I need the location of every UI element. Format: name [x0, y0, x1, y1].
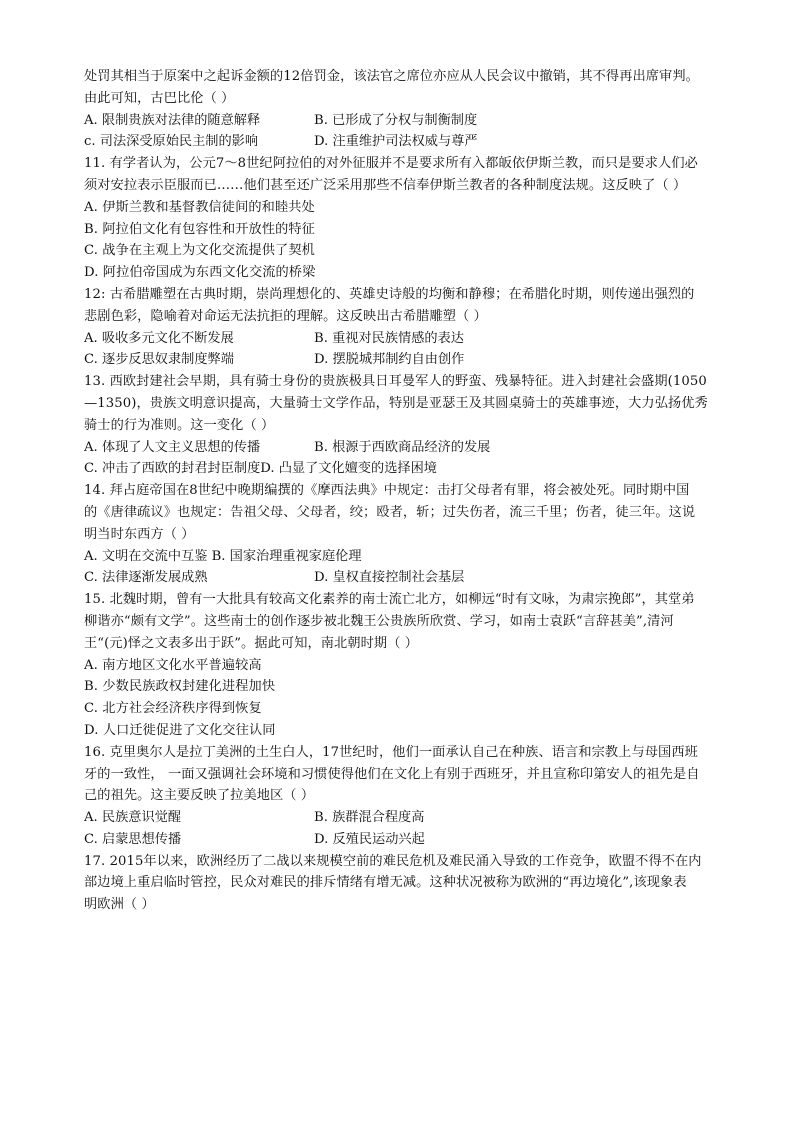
- question-15-text-line-3: 王“(元)怿之文表多出于跃”。据此可知，南北朝时期（ ）: [84, 635, 419, 651]
- question-10-options-row-1: [84, 110, 724, 132]
- option-c: C. 战争在主观上为文化交流提供了契机: [84, 243, 315, 259]
- question-15-text-line-2: 柳谐亦“颇有文学”。这些南士的创作逐步被北魏王公贵族所欣赏、学习，如南士袁跃“言辞甚美”,清河: [84, 613, 674, 629]
- question-16-options-row-2: [84, 829, 724, 851]
- question-14-text-line-1: 14. 拜占庭帝国在8世纪中晚期编撰的《摩西法典》中规定：击打父母者有罪，将会被处死。同时期中国: [84, 483, 690, 499]
- question-13: [84, 371, 724, 480]
- option-d: D. 摆脱城邦制约自由创作: [314, 352, 465, 368]
- question-17-text-line-1: 17. 2015年以来，欧洲经历了二战以来规模空前的难民危机及难民涌入导致的工作竞争，欧盟不得不在内: [84, 853, 702, 869]
- question-15: [84, 589, 724, 742]
- question-16-text-line-2: 牙的一致性， 一面又强调社会环境和习惯使得他们在文化上有别于西班牙，并且宣称印第安人的祖先是自: [84, 766, 700, 782]
- question-15-text-line-1: 15. 北魏时期，曾有一大批具有较高文化素养的南士流亡北方，如柳远“时有文咏，为肃宗挽郎”，其堂弟: [84, 592, 695, 608]
- question-17-text-line-2: 部边境上重启临时管控，民众对难民的排斥情绪有增无减。这种状况被称为欧洲的“再边境化”,该现象表: [84, 875, 687, 891]
- question-13-text-line-2: —1350)，贵族文明意识提高，大量骑士文学作品，特别是亚瑟王及其圆桌骑士的英雄事迹，大力弘扬优秀: [84, 395, 708, 411]
- option-a: A. 限制贵族对法律的随意解释: [84, 112, 261, 128]
- option-c-d: C. 冲击了西欧的封君封臣制度D. 凸显了文化嬗变的选择困境: [84, 461, 437, 477]
- question-10-text-line-1: 处罚其相当于原案中之起诉金额的12倍罚金，该法官之席位亦应从人民会议中撤销，其不得再出席审判。: [84, 69, 699, 84]
- question-13-text-line-3: 骑士的行为准则。这一变化（ ）: [84, 417, 275, 433]
- option-b: B. 重视对民族情感的表达: [314, 330, 464, 346]
- question-12-options-row-1: [84, 328, 724, 350]
- option-c: c. 司法深受原始民主制的影响: [84, 134, 259, 150]
- question-11-text-line-1: 11. 有学者认为，公元7～8世纪阿拉伯的对外征服并不是要求所有入都皈依伊斯兰教，而只是要求人们必: [84, 156, 698, 172]
- option-b: B. 少数民族政权封建化进程加快: [84, 679, 276, 695]
- option-a: A. 民族意识觉醒: [84, 810, 182, 826]
- question-13-options-row-2: [84, 458, 724, 480]
- option-a-b: A. 文明在交流中互鉴 B. 国家治理重视家庭伦理: [84, 548, 362, 564]
- question-13-text-line-1: 13. 西欧封建社会早期，具有骑士身份的贵族极具日耳曼军人的野蛮、残暴特征。进入封建社会盛期(1050: [84, 374, 707, 390]
- question-10: [84, 66, 724, 153]
- question-16-options-row-1: [84, 807, 724, 829]
- option-b: B. 根源于西欧商品经济的发展: [314, 439, 491, 455]
- question-14-text-line-3: 明当时东西方（ ）: [84, 526, 195, 542]
- question-11: [84, 153, 724, 284]
- option-d: D. 反殖民运动兴起: [314, 831, 425, 847]
- question-16-text-line-1: 16. 克里奥尔人是拉丁美洲的土生白人，17世纪时，他们一面承认自己在种族、语言和宗教上与母国西班: [84, 744, 698, 760]
- question-14-options-row-1: [84, 546, 724, 568]
- option-b: B. 已形成了分权与制衡制度: [314, 112, 478, 128]
- question-12-text-line-1: 12: 古希腊雕塑在古典时期，崇尚理想化的、英雄史诗般的均衡和静穆；在希腊化时期，则传递出强烈的: [84, 286, 695, 302]
- question-10-options-row-2: [84, 131, 724, 153]
- option-c: C. 法律逐渐发展成熟: [84, 570, 208, 586]
- question-17-text-line-3: 明欧洲（ ）: [84, 897, 155, 913]
- option-c: C. 启蒙思想传播: [84, 831, 182, 847]
- option-d: D. 人口迁徙促进了文化交往认同: [84, 722, 276, 738]
- question-12: [84, 284, 724, 371]
- option-b: B. 族群混合程度高: [314, 810, 425, 826]
- question-14-options-row-2: [84, 567, 724, 589]
- option-a: A. 体现了人文主义思想的传播: [84, 439, 261, 455]
- question-14-text-line-2: 的《唐律疏议》也规定：告祖父母、父母者，绞；殴者，斩；过失伤者，流三千里；伤者，徒三年。这说: [84, 504, 696, 520]
- question-13-options-row-1: [84, 437, 724, 459]
- option-d: D. 阿拉伯帝国成为东西文化交流的桥梁: [84, 265, 316, 281]
- question-16: [84, 742, 724, 851]
- option-a: A. 吸收多元文化不断发展: [84, 330, 234, 346]
- page-content: [84, 66, 724, 916]
- question-16-text-line-3: 己的祖先。这主要反映了拉美地区（ ）: [84, 788, 315, 804]
- option-d: D. 皇权直接控制社会基层: [314, 570, 465, 586]
- option-d: D. 注重维护司法权威与尊严: [314, 134, 478, 150]
- option-c: C. 北方社会经济秩序得到恢复: [84, 701, 262, 717]
- question-17: [84, 851, 724, 916]
- question-12-options-row-2: [84, 349, 724, 371]
- question-12-text-line-2: 悲剧色彩，隐喻着对命运无法抗拒的理解。这反映出古希腊雕塑（ ）: [84, 308, 487, 324]
- option-a: A. 南方地区文化水平普遍较高: [84, 657, 262, 673]
- question-14: [84, 480, 724, 589]
- option-a: A. 伊斯兰教和基督教信徒间的和睦共处: [84, 199, 315, 215]
- option-b: B. 阿拉伯文化有包容性和开放性的特征: [84, 221, 315, 237]
- question-11-text-line-2: 须对安拉表示臣服而已……他们甚至还广泛采用那些不信奉伊斯兰教者的各种制度法规。这反映了（ ）: [84, 177, 687, 193]
- question-10-text-line-2: 由此可知，古巴比伦（ ）: [84, 90, 235, 106]
- option-c: C. 逐步反思奴隶制度弊端: [84, 352, 234, 368]
